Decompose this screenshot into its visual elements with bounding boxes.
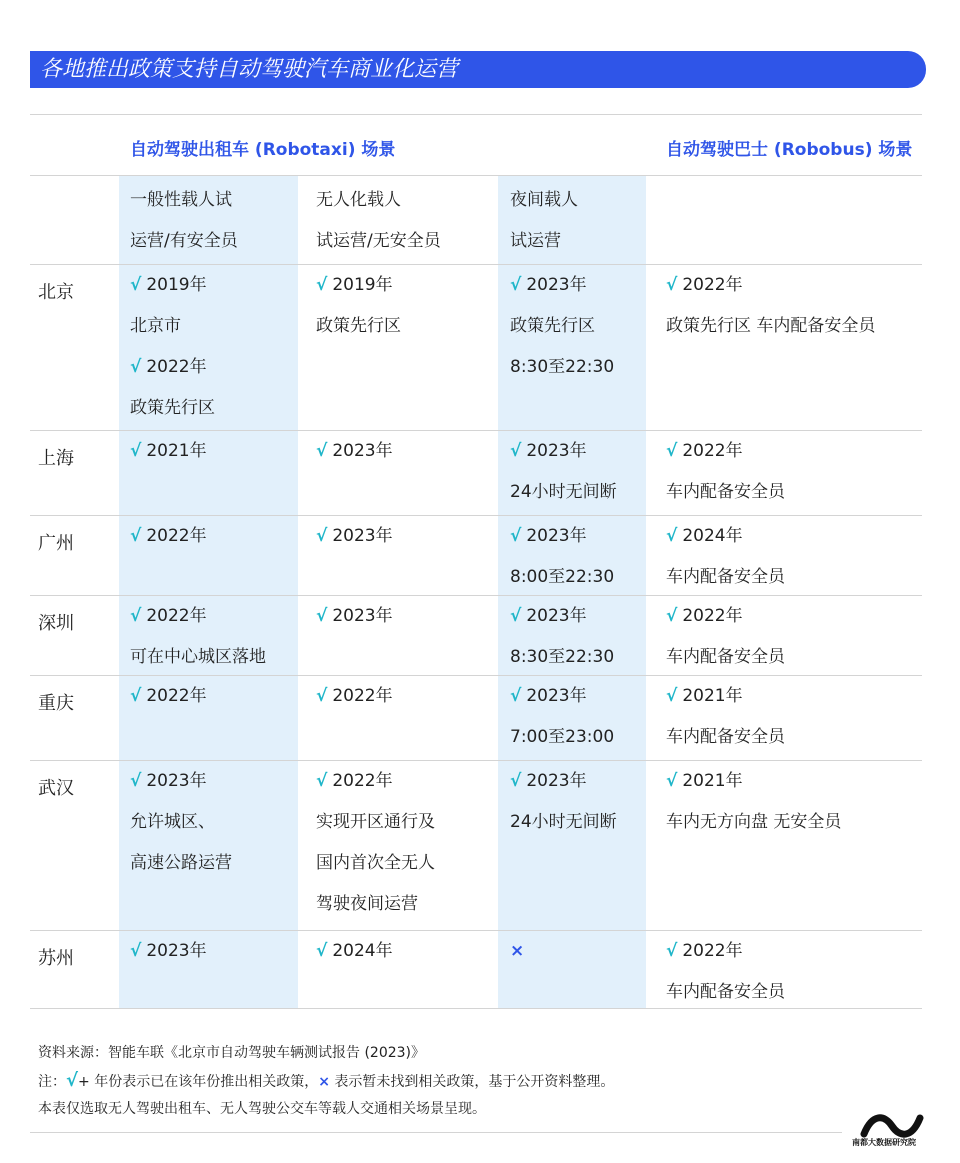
cell-text: 2022年 [682, 275, 743, 295]
cell-line [510, 761, 617, 802]
check-icon: √ [316, 441, 328, 461]
cell-text: 24小时无间断 [510, 482, 617, 502]
cell-line [316, 265, 401, 306]
cell-text: 2023年 [332, 526, 393, 546]
table-cell [316, 931, 393, 972]
cell-text: 2023年 [526, 771, 587, 791]
divider [30, 1008, 922, 1009]
cell-text: 2023年 [332, 606, 393, 626]
check-icon: √ [130, 526, 142, 546]
check-icon: √ [666, 771, 678, 791]
subheader-line: 夜间载人 [510, 190, 578, 210]
cell-text: 车内配备安全员 [666, 567, 785, 587]
cell-line [316, 884, 435, 925]
subheader-line: 试运营 [510, 231, 561, 251]
note-end: 表示暂未找到相关政策，基于公开资料整理。 [329, 1074, 615, 1090]
cell-text: 2019年 [332, 275, 393, 295]
table-cell [316, 676, 393, 717]
cell-text: 2022年 [332, 771, 393, 791]
table-cell [316, 516, 393, 557]
table-cell [316, 761, 435, 925]
note-prefix: 注： [38, 1074, 66, 1090]
table-cell [130, 265, 215, 429]
cell-text: 2023年 [332, 441, 393, 461]
cell-text: 2023年 [526, 606, 587, 626]
cell-line [666, 596, 785, 637]
cell-line [130, 516, 207, 557]
check-icon: √ [510, 606, 522, 626]
table-cell [130, 931, 207, 972]
cell-line [316, 516, 393, 557]
table-cell [316, 265, 401, 347]
cell-text: 国内首次全无人 [316, 853, 435, 873]
cell-text: 驾驶夜间运营 [316, 894, 418, 914]
cell-line [510, 265, 614, 306]
notes [38, 1040, 614, 1123]
city-name: 重庆 [38, 693, 74, 714]
check-icon: √ [666, 686, 678, 706]
cell-line [316, 761, 435, 802]
subheader-trial [130, 180, 238, 262]
cell-line [130, 931, 207, 972]
cell-text: 政策先行区 [130, 398, 215, 418]
cell-text: 2024年 [332, 941, 393, 961]
cross-icon: × [510, 941, 525, 961]
cell-line [510, 596, 614, 637]
cell-text: 政策先行区 [316, 316, 401, 336]
check-icon: √ [666, 606, 678, 626]
subheader-line: 无人化载人 [316, 190, 401, 210]
table-cell [130, 516, 207, 557]
cell-line [130, 637, 266, 678]
check-icon: √ [666, 526, 678, 546]
table-cell [130, 761, 232, 884]
cell-line [130, 306, 215, 347]
cell-text: 7:00至23:00 [510, 727, 615, 747]
city-name: 上海 [38, 448, 74, 469]
city-name: 广州 [38, 533, 74, 554]
cell-line [510, 516, 614, 557]
cell-line [666, 972, 785, 1013]
logo-text: 南都大数据研究院 [852, 1138, 916, 1147]
table-cell [130, 676, 207, 717]
table-cell [510, 761, 617, 843]
check-icon: √ [316, 526, 328, 546]
subheader-line: 一般性载人试 [130, 190, 232, 210]
table-cell [666, 431, 785, 513]
cell-text: 2024年 [682, 526, 743, 546]
cell-text: 2023年 [146, 771, 207, 791]
cell-text: 8:30至22:30 [510, 357, 615, 377]
cell-line [510, 637, 614, 678]
cross-icon: × [318, 1074, 330, 1090]
check-icon: √ [130, 606, 142, 626]
check-icon: √ [316, 771, 328, 791]
subheader-line: 运营/有安全员 [130, 231, 238, 251]
cell-text: 车内配备安全员 [666, 647, 785, 667]
cell-line [316, 596, 393, 637]
check-icon: √ [316, 275, 328, 295]
table-cell [666, 265, 875, 347]
cell-line [316, 306, 401, 347]
table-cell [130, 431, 207, 472]
table-cell [666, 676, 785, 758]
cell-line [130, 431, 207, 472]
cell-line [666, 717, 785, 758]
scope-note: 本表仅选取无人驾驶出租车、无人驾驶公交车等载人交通相关场景呈现。 [38, 1101, 486, 1117]
cell-text: 车内配备安全员 [666, 982, 785, 1002]
divider [30, 1132, 842, 1133]
table-cell [510, 931, 524, 972]
cell-text: 2022年 [146, 686, 207, 706]
cell-text: 2021年 [146, 441, 207, 461]
check-icon: √ [666, 441, 678, 461]
cell-text: 2023年 [526, 441, 587, 461]
table-cell [510, 676, 614, 758]
cell-text: 车内配备安全员 [666, 482, 785, 502]
page-title: 各地推出政策支持自动驾驶汽车商业化运营 [30, 51, 926, 88]
cell-line [130, 596, 266, 637]
cell-line [666, 802, 841, 843]
cell-line [316, 431, 393, 472]
city-name: 苏州 [38, 948, 74, 969]
cell-text: 24小时无间断 [510, 812, 617, 832]
check-icon: √ [510, 686, 522, 706]
city-name: 北京 [38, 282, 74, 303]
cell-line [130, 265, 215, 306]
check-icon: √ [130, 771, 142, 791]
cell-line [510, 472, 617, 513]
table-cell [510, 596, 614, 678]
cell-text: 2022年 [682, 441, 743, 461]
check-icon: √ [510, 771, 522, 791]
cell-line [316, 843, 435, 884]
check-icon: √ [316, 941, 328, 961]
source-note: 资料来源：智能车联《北京市自动驾驶车辆测试报告 (2023)》 [38, 1045, 426, 1061]
cell-line [316, 802, 435, 843]
table-cell [666, 596, 785, 678]
cell-line [666, 265, 875, 306]
table-cell [130, 596, 266, 678]
check-icon: √ [66, 1070, 79, 1091]
table-cell [510, 265, 614, 388]
legend-note [38, 1067, 614, 1096]
cell-text: 2022年 [146, 606, 207, 626]
check-icon: √ [130, 441, 142, 461]
cell-text: 8:00至22:30 [510, 567, 615, 587]
check-icon: √ [130, 941, 142, 961]
check-icon: √ [666, 941, 678, 961]
header-robobus: 自动驾驶巴士 (Robobus) 场景 [666, 140, 913, 160]
cell-line [666, 931, 785, 972]
cell-text: 2022年 [682, 606, 743, 626]
check-icon: √ [510, 275, 522, 295]
cell-line [666, 676, 785, 717]
cell-text: 2022年 [146, 526, 207, 546]
table-cell [316, 431, 393, 472]
cell-text: 车内无方向盘 无安全员 [666, 812, 842, 832]
divider [30, 114, 922, 115]
check-icon: √ [666, 275, 678, 295]
cell-line [510, 347, 614, 388]
check-icon: √ [130, 275, 142, 295]
check-icon: √ [316, 686, 328, 706]
check-icon: √ [130, 686, 142, 706]
cell-text: 2022年 [146, 357, 207, 377]
cell-line [510, 802, 617, 843]
cell-text: 高速公路运营 [130, 853, 232, 873]
header-robotaxi: 自动驾驶出租车 (Robotaxi) 场景 [130, 140, 396, 160]
cell-text: 2019年 [146, 275, 207, 295]
subheader-night [510, 180, 578, 262]
cell-text: 2023年 [526, 526, 587, 546]
cell-line [666, 761, 841, 802]
table-cell [666, 931, 785, 1013]
divider [30, 175, 922, 176]
cell-text: 2023年 [526, 686, 587, 706]
cell-text: 实现开区通行及 [316, 812, 435, 832]
cell-line [130, 676, 207, 717]
cell-line [510, 717, 614, 758]
cell-line [510, 931, 524, 972]
cell-text: 2023年 [526, 275, 587, 295]
cell-line [130, 388, 215, 429]
cell-line [666, 306, 875, 347]
cell-text: 政策先行区 [510, 316, 595, 336]
city-name: 武汉 [38, 778, 74, 799]
note-mid: + 年份表示已在该年份推出相关政策， [78, 1074, 319, 1090]
cell-line [510, 676, 614, 717]
cell-text: 8:30至22:30 [510, 647, 615, 667]
table-cell [316, 596, 393, 637]
cell-text: 可在中心城区落地 [130, 647, 266, 667]
cell-line [510, 306, 614, 347]
cell-line [666, 431, 785, 472]
subheader-line: 试运营/无安全员 [316, 231, 441, 251]
cell-text: 2021年 [682, 771, 743, 791]
check-icon: √ [510, 441, 522, 461]
cell-text: 2023年 [146, 941, 207, 961]
cell-line [510, 557, 614, 598]
table-cell [510, 431, 617, 513]
cell-text: 2021年 [682, 686, 743, 706]
check-icon: √ [510, 526, 522, 546]
cell-line [666, 472, 785, 513]
cell-line [666, 637, 785, 678]
cell-line [666, 557, 785, 598]
check-icon: √ [316, 606, 328, 626]
table-cell [666, 516, 785, 598]
cell-line [316, 931, 393, 972]
table-cell [510, 516, 614, 598]
cell-line [130, 802, 232, 843]
cell-text: 允许城区、 [130, 812, 215, 832]
cell-text: 北京市 [130, 316, 181, 336]
cell-text: 车内配备安全员 [666, 727, 785, 747]
cell-line [316, 676, 393, 717]
table-cell [666, 761, 841, 843]
cell-text: 2022年 [682, 941, 743, 961]
cell-text: 政策先行区 车内配备安全员 [666, 316, 876, 336]
check-icon: √ [130, 357, 142, 377]
cell-line [130, 761, 232, 802]
cell-line [130, 843, 232, 884]
cell-line [666, 516, 785, 557]
cell-line [510, 431, 617, 472]
city-name: 深圳 [38, 613, 74, 634]
cell-line [130, 347, 215, 388]
cell-text: 2022年 [332, 686, 393, 706]
subheader-driverless [316, 180, 441, 262]
